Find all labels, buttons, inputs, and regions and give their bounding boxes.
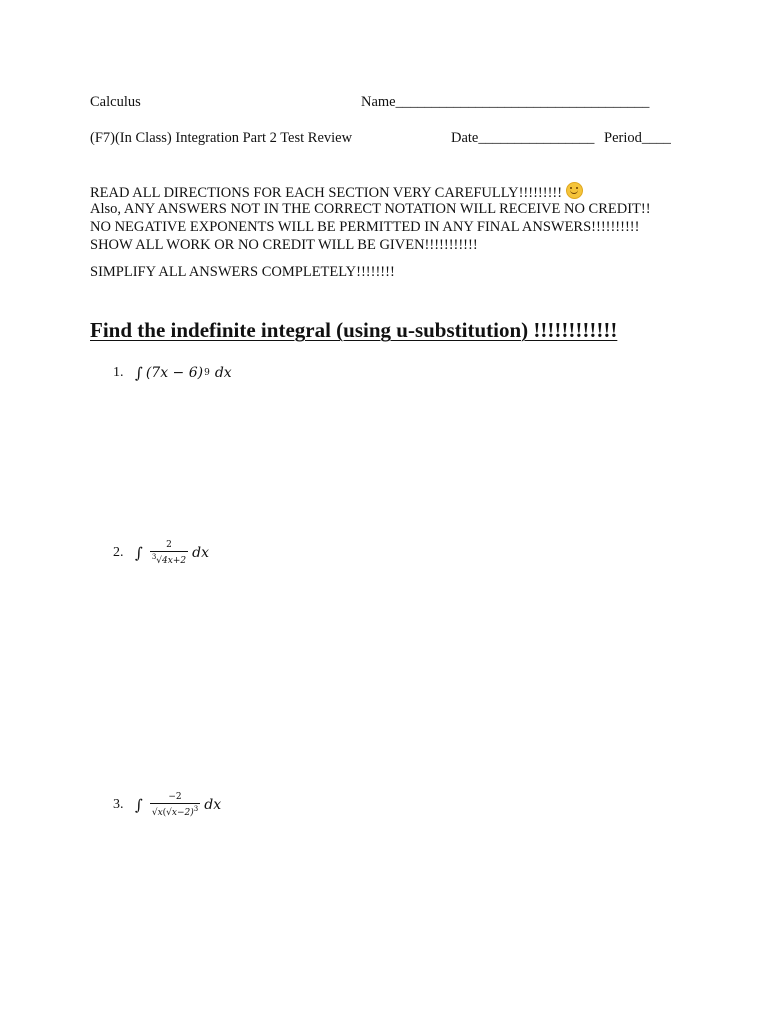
problem-number: 1. (113, 365, 124, 380)
differential: dx (192, 545, 209, 561)
root-index: 3 (151, 553, 157, 561)
section-heading: Find the indefinite integral (using u-substitution) !!!!!!!!!!!! (90, 318, 618, 342)
subject-label: Calculus (90, 94, 141, 110)
directions-line-4: SHOW ALL WORK OR NO CREDIT WILL BE GIVEN!!!!!!!!!!! (90, 237, 478, 253)
denominator: $√x(√x-2)^3$ (151, 805, 199, 818)
name-field-label: Name___________________________________ (361, 94, 650, 110)
directions-line-5: SIMPLIFY ALL ANSWERS COMPLETELY!!!!!!!! (90, 264, 395, 280)
radicand: 4x+2 (162, 556, 187, 566)
directions-line-2: Also, ANY ANSWERS NOT IN THE CORRECT NOTATION WILL RECEIVE NO CREDIT!! (90, 201, 651, 217)
denominator-tail: −2) (176, 808, 194, 818)
denominator-inner-term: x (171, 808, 177, 818)
date-field-label: Date________________ (451, 130, 595, 146)
integrand-base: (7x − 6) (145, 365, 204, 381)
fraction (150, 540, 188, 566)
differential: dx (204, 797, 222, 813)
numerator: −2 (168, 792, 182, 802)
integral-sign: ∫ (135, 364, 143, 382)
period-field-label: Period____ (604, 130, 671, 146)
problem-number: 2. (113, 545, 124, 560)
directions-line-1 (90, 182, 583, 202)
differential: dx (214, 365, 232, 381)
smiling-face-icon (566, 182, 583, 199)
integral-sign: ∫ (135, 544, 143, 562)
integral-expression (135, 540, 209, 566)
integral-expression (135, 792, 221, 818)
denominator-root-term: x (157, 808, 163, 818)
denominator: $^3$√4x+2 (151, 553, 187, 566)
directions-line-3: NO NEGATIVE EXPONENTS WILL BE PERMITTED IN ANY FINAL ANSWERS!!!!!!!!!! (90, 219, 640, 235)
numerator: 2 (166, 540, 172, 550)
problem-1 (113, 364, 232, 382)
integrand-exponent: 9 (204, 368, 210, 378)
fraction (150, 792, 200, 818)
integral-expression (135, 364, 232, 382)
integral-sign: ∫ (135, 796, 143, 814)
problem-2 (113, 540, 209, 566)
worksheet-title: (F7)(In Class) Integration Part 2 Test Review (90, 130, 353, 146)
problem-number: 3. (113, 797, 124, 812)
directions-text-1: READ ALL DIRECTIONS FOR EACH SECTION VERY CAREFULLY!!!!!!!!! (90, 185, 563, 201)
denominator-exponent: 3 (193, 805, 199, 813)
problem-3 (113, 792, 221, 818)
